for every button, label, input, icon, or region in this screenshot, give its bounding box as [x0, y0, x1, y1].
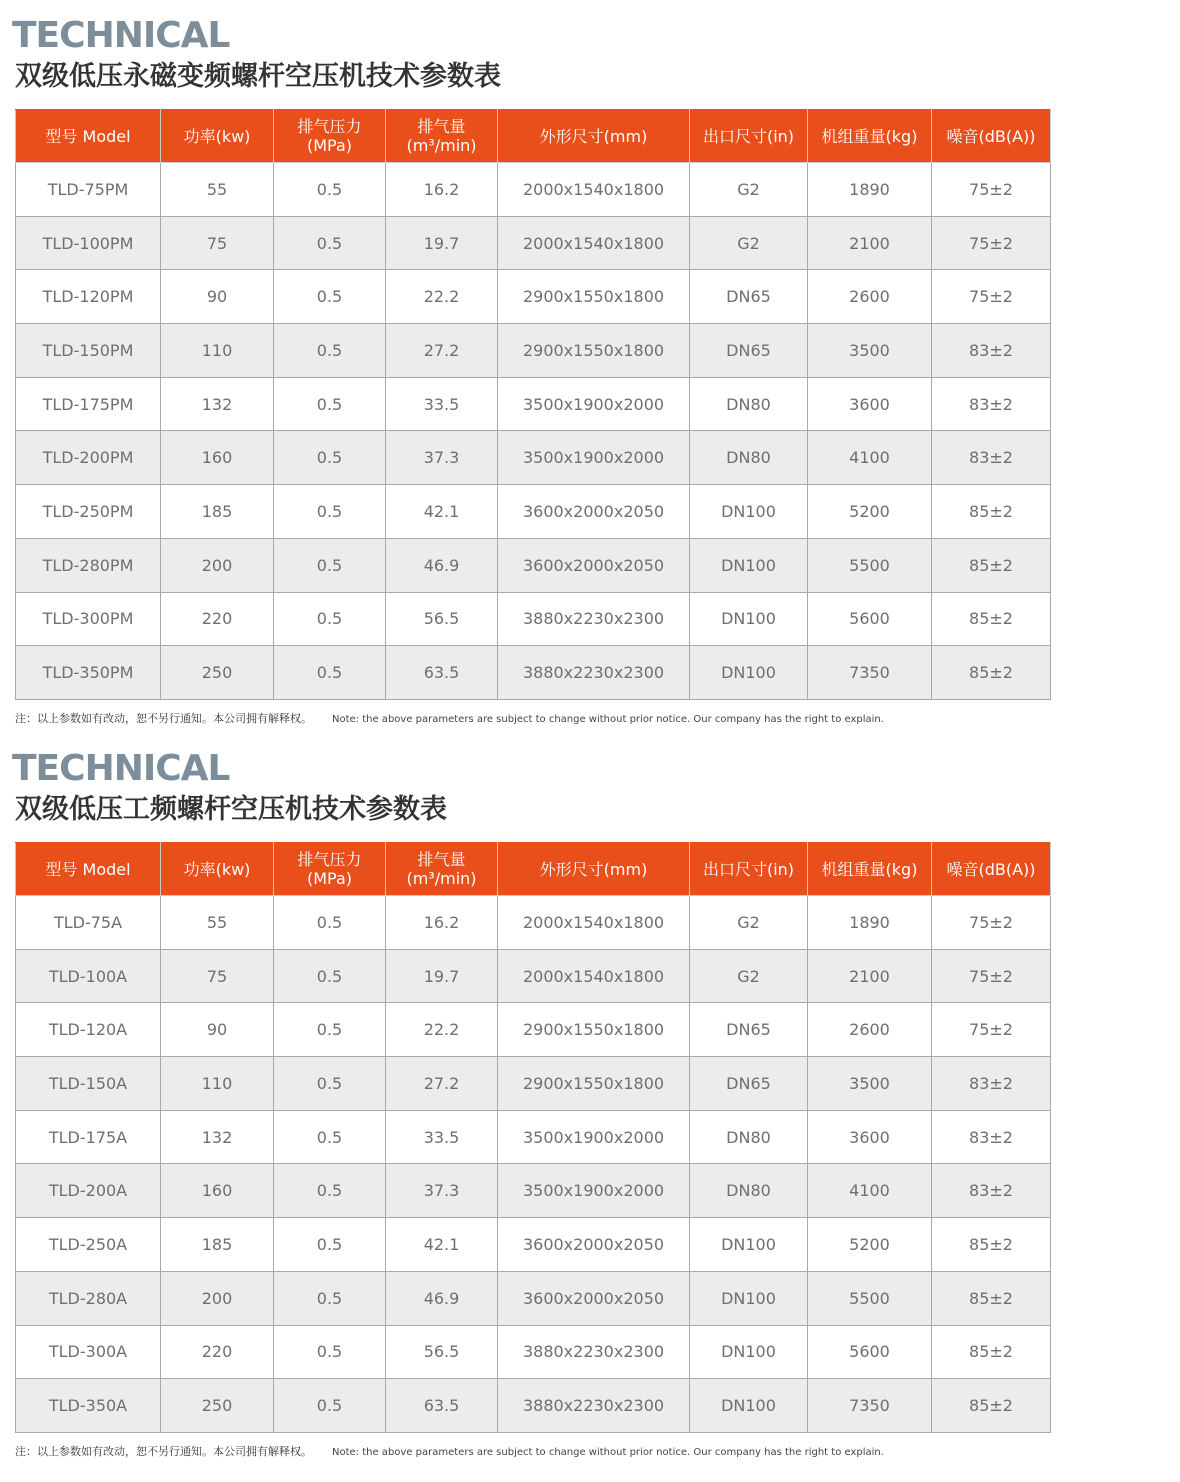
- cell-weight: 4100: [808, 431, 932, 485]
- table-row: [16, 1003, 1051, 1057]
- footnote-en: Note: the above parameters are subject to change without prior notice. Our company has the right to explain.: [332, 714, 884, 725]
- spec-table: [15, 109, 1051, 700]
- cell-pressure: 0.5: [274, 324, 386, 378]
- cell-noise: 83±2: [932, 431, 1051, 485]
- table-row: [16, 216, 1051, 270]
- cell-pressure: 0.5: [274, 163, 386, 217]
- cell-outlet: DN100: [690, 592, 808, 646]
- col-header-power: 功率(kw): [161, 843, 274, 896]
- cell-pressure: 0.5: [274, 485, 386, 539]
- cell-dimensions: 2000x1540x1800: [498, 163, 690, 217]
- col-header-outlet: 出口尺寸(in): [690, 110, 808, 163]
- col-header-noise: 噪音(dB(A)): [932, 843, 1051, 896]
- cell-dimensions: 3500x1900x2000: [498, 1164, 690, 1218]
- cell-outlet: DN100: [690, 1379, 808, 1433]
- table-row: [16, 163, 1051, 217]
- cell-noise: 85±2: [932, 1325, 1051, 1379]
- col-header-pressure-line1: 排气压力: [297, 850, 362, 869]
- cell-flow: 37.3: [386, 1164, 498, 1218]
- cell-dimensions: 3500x1900x2000: [498, 377, 690, 431]
- cell-power: 75: [161, 216, 274, 270]
- cell-flow: 16.2: [386, 163, 498, 217]
- cell-dimensions: 3600x2000x2050: [498, 538, 690, 592]
- cell-noise: 83±2: [932, 324, 1051, 378]
- col-header-weight: 机组重量(kg): [808, 110, 932, 163]
- cell-power: 75: [161, 949, 274, 1003]
- cell-outlet: DN100: [690, 485, 808, 539]
- cell-outlet: DN65: [690, 270, 808, 324]
- cell-weight: 1890: [808, 163, 932, 217]
- cell-pressure: 0.5: [274, 1325, 386, 1379]
- col-header-outlet: 出口尺寸(in): [690, 843, 808, 896]
- cell-weight: 7350: [808, 1379, 932, 1433]
- cell-power: 90: [161, 1003, 274, 1057]
- cell-pressure: 0.5: [274, 646, 386, 700]
- table-row: [16, 377, 1051, 431]
- cell-noise: 85±2: [932, 1379, 1051, 1433]
- cell-flow: 42.1: [386, 1218, 498, 1272]
- cell-flow: 22.2: [386, 270, 498, 324]
- cell-dimensions: 3500x1900x2000: [498, 431, 690, 485]
- col-header-model: 型号 Model: [16, 110, 161, 163]
- cell-weight: 5200: [808, 485, 932, 539]
- col-header-noise: 噪音(dB(A)): [932, 110, 1051, 163]
- cell-model: TLD-100PM: [16, 216, 161, 270]
- cell-dimensions: 2900x1550x1800: [498, 1057, 690, 1111]
- cell-dimensions: 2000x1540x1800: [498, 949, 690, 1003]
- cell-flow: 56.5: [386, 1325, 498, 1379]
- cell-pressure: 0.5: [274, 1379, 386, 1433]
- cell-outlet: G2: [690, 216, 808, 270]
- cell-noise: 85±2: [932, 592, 1051, 646]
- col-header-flow: [386, 843, 498, 896]
- table-header-row: [16, 110, 1051, 163]
- cell-pressure: 0.5: [274, 431, 386, 485]
- cell-power: 220: [161, 1325, 274, 1379]
- section-heading: TECHNICAL: [12, 748, 230, 789]
- table-row: [16, 1325, 1051, 1379]
- table-row: [16, 1057, 1051, 1111]
- cell-outlet: DN100: [690, 1271, 808, 1325]
- cell-model: TLD-280A: [16, 1271, 161, 1325]
- cell-model: TLD-100A: [16, 949, 161, 1003]
- cell-weight: 5500: [808, 1271, 932, 1325]
- cell-flow: 56.5: [386, 592, 498, 646]
- col-header-power: 功率(kw): [161, 110, 274, 163]
- cell-outlet: DN100: [690, 1325, 808, 1379]
- table-row: [16, 485, 1051, 539]
- footnote-cn: 注：以上参数如有改动，恕不另行通知。本公司拥有解释权。: [15, 712, 312, 725]
- footnote: [15, 1444, 884, 1461]
- section-title: 双级低压永磁变频螺杆空压机技术参数表: [15, 61, 501, 92]
- cell-power: 55: [161, 896, 274, 950]
- cell-weight: 2600: [808, 270, 932, 324]
- cell-flow: 63.5: [386, 1379, 498, 1433]
- cell-outlet: DN80: [690, 431, 808, 485]
- col-header-pressure-line2: (MPa): [306, 869, 353, 888]
- col-header-flow: [386, 110, 498, 163]
- cell-pressure: 0.5: [274, 896, 386, 950]
- cell-noise: 85±2: [932, 1271, 1051, 1325]
- cell-power: 220: [161, 592, 274, 646]
- cell-weight: 5600: [808, 592, 932, 646]
- cell-weight: 2100: [808, 949, 932, 1003]
- cell-flow: 33.5: [386, 1110, 498, 1164]
- cell-model: TLD-175PM: [16, 377, 161, 431]
- cell-pressure: 0.5: [274, 538, 386, 592]
- cell-power: 250: [161, 1379, 274, 1433]
- table-row: [16, 949, 1051, 1003]
- cell-power: 110: [161, 324, 274, 378]
- cell-model: TLD-150A: [16, 1057, 161, 1111]
- cell-dimensions: 3880x2230x2300: [498, 1379, 690, 1433]
- table-row: [16, 1218, 1051, 1272]
- cell-weight: 5600: [808, 1325, 932, 1379]
- table-row: [16, 431, 1051, 485]
- cell-model: TLD-250A: [16, 1218, 161, 1272]
- cell-noise: 75±2: [932, 1003, 1051, 1057]
- footnote-cn: 注：以上参数如有改动，恕不另行通知。本公司拥有解释权。: [15, 1445, 312, 1458]
- cell-outlet: DN100: [690, 1218, 808, 1272]
- cell-pressure: 0.5: [274, 1271, 386, 1325]
- cell-pressure: 0.5: [274, 949, 386, 1003]
- cell-dimensions: 3600x2000x2050: [498, 1271, 690, 1325]
- cell-pressure: 0.5: [274, 1110, 386, 1164]
- cell-pressure: 0.5: [274, 1057, 386, 1111]
- cell-pressure: 0.5: [274, 1003, 386, 1057]
- cell-flow: 22.2: [386, 1003, 498, 1057]
- cell-weight: 2100: [808, 216, 932, 270]
- cell-model: TLD-175A: [16, 1110, 161, 1164]
- cell-flow: 46.9: [386, 1271, 498, 1325]
- cell-pressure: 0.5: [274, 592, 386, 646]
- cell-power: 200: [161, 1271, 274, 1325]
- cell-power: 250: [161, 646, 274, 700]
- cell-power: 110: [161, 1057, 274, 1111]
- cell-dimensions: 3880x2230x2300: [498, 646, 690, 700]
- cell-model: TLD-150PM: [16, 324, 161, 378]
- table-row: [16, 270, 1051, 324]
- cell-flow: 63.5: [386, 646, 498, 700]
- cell-noise: 83±2: [932, 1110, 1051, 1164]
- cell-model: TLD-75PM: [16, 163, 161, 217]
- cell-power: 90: [161, 270, 274, 324]
- cell-dimensions: 3600x2000x2050: [498, 1218, 690, 1272]
- cell-noise: 83±2: [932, 1164, 1051, 1218]
- cell-model: TLD-75A: [16, 896, 161, 950]
- table-row: [16, 324, 1051, 378]
- col-header-model: 型号 Model: [16, 843, 161, 896]
- cell-power: 185: [161, 1218, 274, 1272]
- cell-outlet: DN65: [690, 1003, 808, 1057]
- cell-outlet: G2: [690, 896, 808, 950]
- cell-dimensions: 2000x1540x1800: [498, 216, 690, 270]
- cell-flow: 37.3: [386, 431, 498, 485]
- cell-flow: 19.7: [386, 216, 498, 270]
- cell-weight: 3500: [808, 324, 932, 378]
- cell-model: TLD-350A: [16, 1379, 161, 1433]
- col-header-dimensions: 外形尺寸(mm): [498, 110, 690, 163]
- col-header-dimensions: 外形尺寸(mm): [498, 843, 690, 896]
- cell-weight: 3500: [808, 1057, 932, 1111]
- cell-model: TLD-200A: [16, 1164, 161, 1218]
- col-header-flow-line1: 排气量: [417, 850, 466, 869]
- cell-noise: 85±2: [932, 538, 1051, 592]
- cell-weight: 5500: [808, 538, 932, 592]
- col-header-pressure-line1: 排气压力: [297, 117, 362, 136]
- cell-weight: 2600: [808, 1003, 932, 1057]
- cell-dimensions: 3880x2230x2300: [498, 1325, 690, 1379]
- cell-power: 200: [161, 538, 274, 592]
- col-header-flow-line1: 排气量: [417, 117, 466, 136]
- cell-model: TLD-300A: [16, 1325, 161, 1379]
- cell-outlet: DN80: [690, 377, 808, 431]
- cell-pressure: 0.5: [274, 270, 386, 324]
- cell-outlet: DN80: [690, 1164, 808, 1218]
- cell-noise: 75±2: [932, 163, 1051, 217]
- cell-model: TLD-300PM: [16, 592, 161, 646]
- table-row: [16, 1271, 1051, 1325]
- table-row: [16, 1110, 1051, 1164]
- table-row: [16, 646, 1051, 700]
- cell-power: 160: [161, 1164, 274, 1218]
- cell-model: TLD-350PM: [16, 646, 161, 700]
- cell-flow: 33.5: [386, 377, 498, 431]
- spec-table: [15, 842, 1051, 1433]
- cell-pressure: 0.5: [274, 1164, 386, 1218]
- cell-dimensions: 3600x2000x2050: [498, 485, 690, 539]
- footnote-en: Note: the above parameters are subject to change without prior notice. Our company has the right to explain.: [332, 1447, 884, 1458]
- cell-power: 132: [161, 377, 274, 431]
- cell-noise: 75±2: [932, 896, 1051, 950]
- cell-noise: 83±2: [932, 1057, 1051, 1111]
- cell-dimensions: 2000x1540x1800: [498, 896, 690, 950]
- cell-weight: 4100: [808, 1164, 932, 1218]
- cell-noise: 75±2: [932, 949, 1051, 1003]
- cell-outlet: DN100: [690, 538, 808, 592]
- table-header-row: [16, 843, 1051, 896]
- cell-flow: 46.9: [386, 538, 498, 592]
- cell-noise: 83±2: [932, 377, 1051, 431]
- cell-power: 160: [161, 431, 274, 485]
- cell-flow: 19.7: [386, 949, 498, 1003]
- cell-outlet: DN80: [690, 1110, 808, 1164]
- cell-model: TLD-120PM: [16, 270, 161, 324]
- cell-flow: 42.1: [386, 485, 498, 539]
- cell-outlet: DN100: [690, 646, 808, 700]
- cell-pressure: 0.5: [274, 377, 386, 431]
- cell-model: TLD-250PM: [16, 485, 161, 539]
- cell-flow: 16.2: [386, 896, 498, 950]
- section-heading: TECHNICAL: [12, 15, 230, 56]
- col-header-flow-line2: (m³/min): [406, 869, 477, 888]
- cell-weight: 7350: [808, 646, 932, 700]
- section-title: 双级低压工频螺杆空压机技术参数表: [15, 794, 447, 825]
- cell-weight: 3600: [808, 1110, 932, 1164]
- cell-flow: 27.2: [386, 324, 498, 378]
- col-header-pressure: [274, 843, 386, 896]
- cell-power: 132: [161, 1110, 274, 1164]
- cell-model: TLD-200PM: [16, 431, 161, 485]
- cell-dimensions: 2900x1550x1800: [498, 324, 690, 378]
- cell-noise: 75±2: [932, 216, 1051, 270]
- cell-outlet: DN65: [690, 1057, 808, 1111]
- cell-pressure: 0.5: [274, 216, 386, 270]
- cell-pressure: 0.5: [274, 1218, 386, 1272]
- cell-dimensions: 2900x1550x1800: [498, 270, 690, 324]
- col-header-pressure: [274, 110, 386, 163]
- cell-model: TLD-120A: [16, 1003, 161, 1057]
- table-row: [16, 592, 1051, 646]
- table-row: [16, 1164, 1051, 1218]
- cell-noise: 85±2: [932, 1218, 1051, 1272]
- cell-model: TLD-280PM: [16, 538, 161, 592]
- col-header-weight: 机组重量(kg): [808, 843, 932, 896]
- cell-weight: 3600: [808, 377, 932, 431]
- cell-dimensions: 2900x1550x1800: [498, 1003, 690, 1057]
- cell-flow: 27.2: [386, 1057, 498, 1111]
- cell-weight: 5200: [808, 1218, 932, 1272]
- col-header-flow-line2: (m³/min): [406, 136, 477, 155]
- table-row: [16, 538, 1051, 592]
- cell-noise: 85±2: [932, 485, 1051, 539]
- cell-outlet: G2: [690, 949, 808, 1003]
- table-row: [16, 896, 1051, 950]
- cell-outlet: DN65: [690, 324, 808, 378]
- cell-dimensions: 3880x2230x2300: [498, 592, 690, 646]
- col-header-pressure-line2: (MPa): [306, 136, 353, 155]
- cell-noise: 75±2: [932, 270, 1051, 324]
- footnote: [15, 711, 884, 728]
- cell-weight: 1890: [808, 896, 932, 950]
- table-row: [16, 1379, 1051, 1433]
- cell-power: 185: [161, 485, 274, 539]
- cell-outlet: G2: [690, 163, 808, 217]
- cell-power: 55: [161, 163, 274, 217]
- cell-noise: 85±2: [932, 646, 1051, 700]
- cell-dimensions: 3500x1900x2000: [498, 1110, 690, 1164]
